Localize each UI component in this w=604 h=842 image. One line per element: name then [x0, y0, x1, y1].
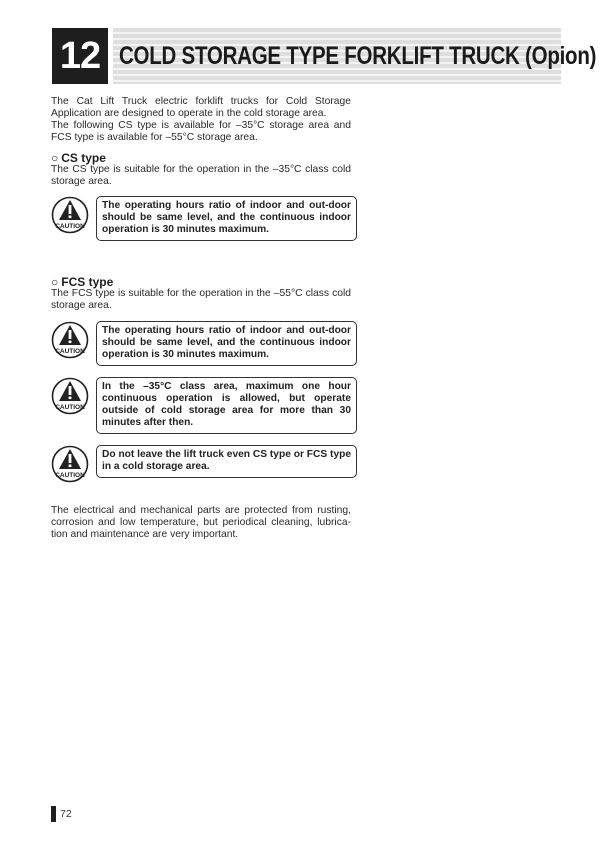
- caution-icon: [51, 321, 89, 359]
- fcs-type-heading-text: FCS type: [61, 275, 114, 289]
- bullet-circle-icon: ○: [51, 275, 59, 289]
- caution-text: The operating hours ratio of indoor and out-door should be same level, and the continuous indoor operation is 30 minutes maximum.: [96, 196, 357, 241]
- cs-type-heading-text: CS type: [61, 151, 106, 165]
- caution-text: In the –35°C class area, maximum one hour continuous operation is allowed, but operate outside of cold storage area for more than 30 minutes after then.: [96, 377, 357, 434]
- caution-text: Do not leave the lift truck even CS type or FCS type in a cold storage area.: [96, 445, 357, 478]
- closing-paragraph: The electrical and mechanical parts are protected from rusting, corrosion and low temperature, but periodical cleaning, lubrica-tion and maintenance are very important.: [51, 505, 351, 540]
- chapter-number: 12: [52, 28, 108, 84]
- page-number: 72: [60, 808, 72, 820]
- caution-icon: [51, 377, 89, 415]
- caution-icon: [51, 445, 89, 483]
- fcs-type-body: The FCS type is suitable for the operation in the –55°C class cold storage area.: [51, 288, 351, 311]
- caution-text: The operating hours ratio of indoor and out-door should be same level, and the continuous indoor operation is 30 minutes maximum.: [96, 321, 357, 366]
- page-marker-bar: [51, 806, 56, 822]
- cs-type-heading: [51, 151, 106, 165]
- svg-text:CAUTION: CAUTION: [55, 348, 85, 355]
- cs-type-body: The CS type is suitable for the operation in the –35°C class cold storage area.: [51, 164, 351, 187]
- intro-paragraph-1: The Cat Lift Truck electric forklift trucks for Cold Storage Application are designed to operate in the cold storage area.: [51, 96, 351, 119]
- page-title: COLD STORAGE TYPE FORKLIFT TRUCK (Opion): [119, 42, 597, 70]
- fcs-type-heading: [51, 275, 113, 289]
- intro-paragraph-2: The following CS type is available for –35°C storage area and FCS type is available for –55°C storage area.: [51, 120, 351, 143]
- title-banner: [113, 28, 597, 84]
- bullet-circle-icon: ○: [51, 151, 59, 165]
- svg-text:CAUTION: CAUTION: [55, 223, 85, 230]
- svg-text:CAUTION: CAUTION: [55, 404, 85, 411]
- caution-icon: [51, 196, 89, 234]
- svg-text:CAUTION: CAUTION: [55, 472, 85, 479]
